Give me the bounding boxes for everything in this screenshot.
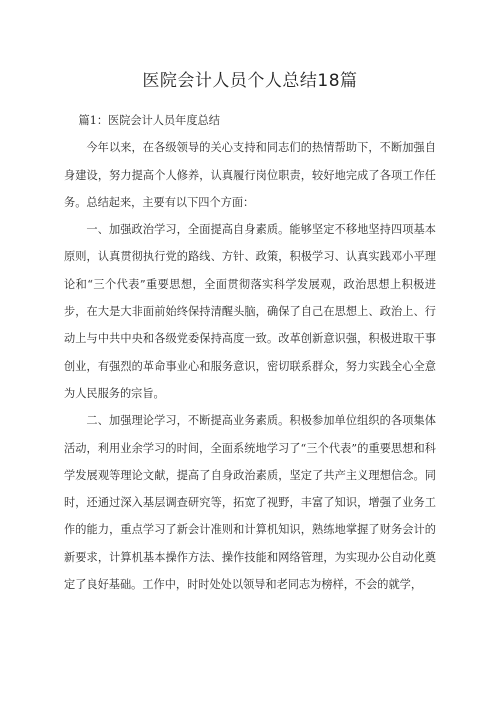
paragraph-political-study: 一、加强政治学习，全面提高自身素质。能够坚定不移地坚持四项基本原则，认真贯彻执行党的路线、方针、政策，积极学习、认真实践邓小平理论和“三个代表”重要思想，全面贯彻落实科学发展观，政治思想上积极进步，在大是大非面前始终保持清醒头脑，确保了自己在思想上、政治上、行动上与中共中央和各级党委保持高度一致。改革创新意识强，积极进取干事创业，有强烈的革命事业心和服务意识，密切联系群众，努力实践全心全意为人民服务的宗旨。 [64,223,436,400]
section-heading: 篇1：医院会计人员年度总结 [78,114,220,127]
document-body [64,107,436,598]
document-title: 医院会计人员个人总结18篇 [142,71,358,91]
paragraph-intro: 今年以来，在各级领导的关心支持和同志们的热情帮助下，不断加强自身建设，努力提高个人修养，认真履行岗位职责，较好地完成了各项工作任务。总结起来，主要有以下四个方面： [64,141,436,209]
paragraph-theory-study: 二、加强理论学习，不断提高业务素质。积极参加单位组织的各项集体活动，利用业余学习的时间，全面系统地学习了“三个代表”的重要思想和科学发展观等理论文献，提高了自身政治素质，坚定了共产主义理想信念。同时，还通过深入基层调查研究等，拓宽了视野，丰富了知识，增强了业务工作的能力，重点学习了新会计准则和计算机知识，熟练地掌握了财务会计的新要求，计算机基本操作方法、操作技能和网络管理，为实现办公自动化奠定了良好基础。工作中，时时处处以领导和老同志为榜样，不会的就学， [64,414,436,592]
